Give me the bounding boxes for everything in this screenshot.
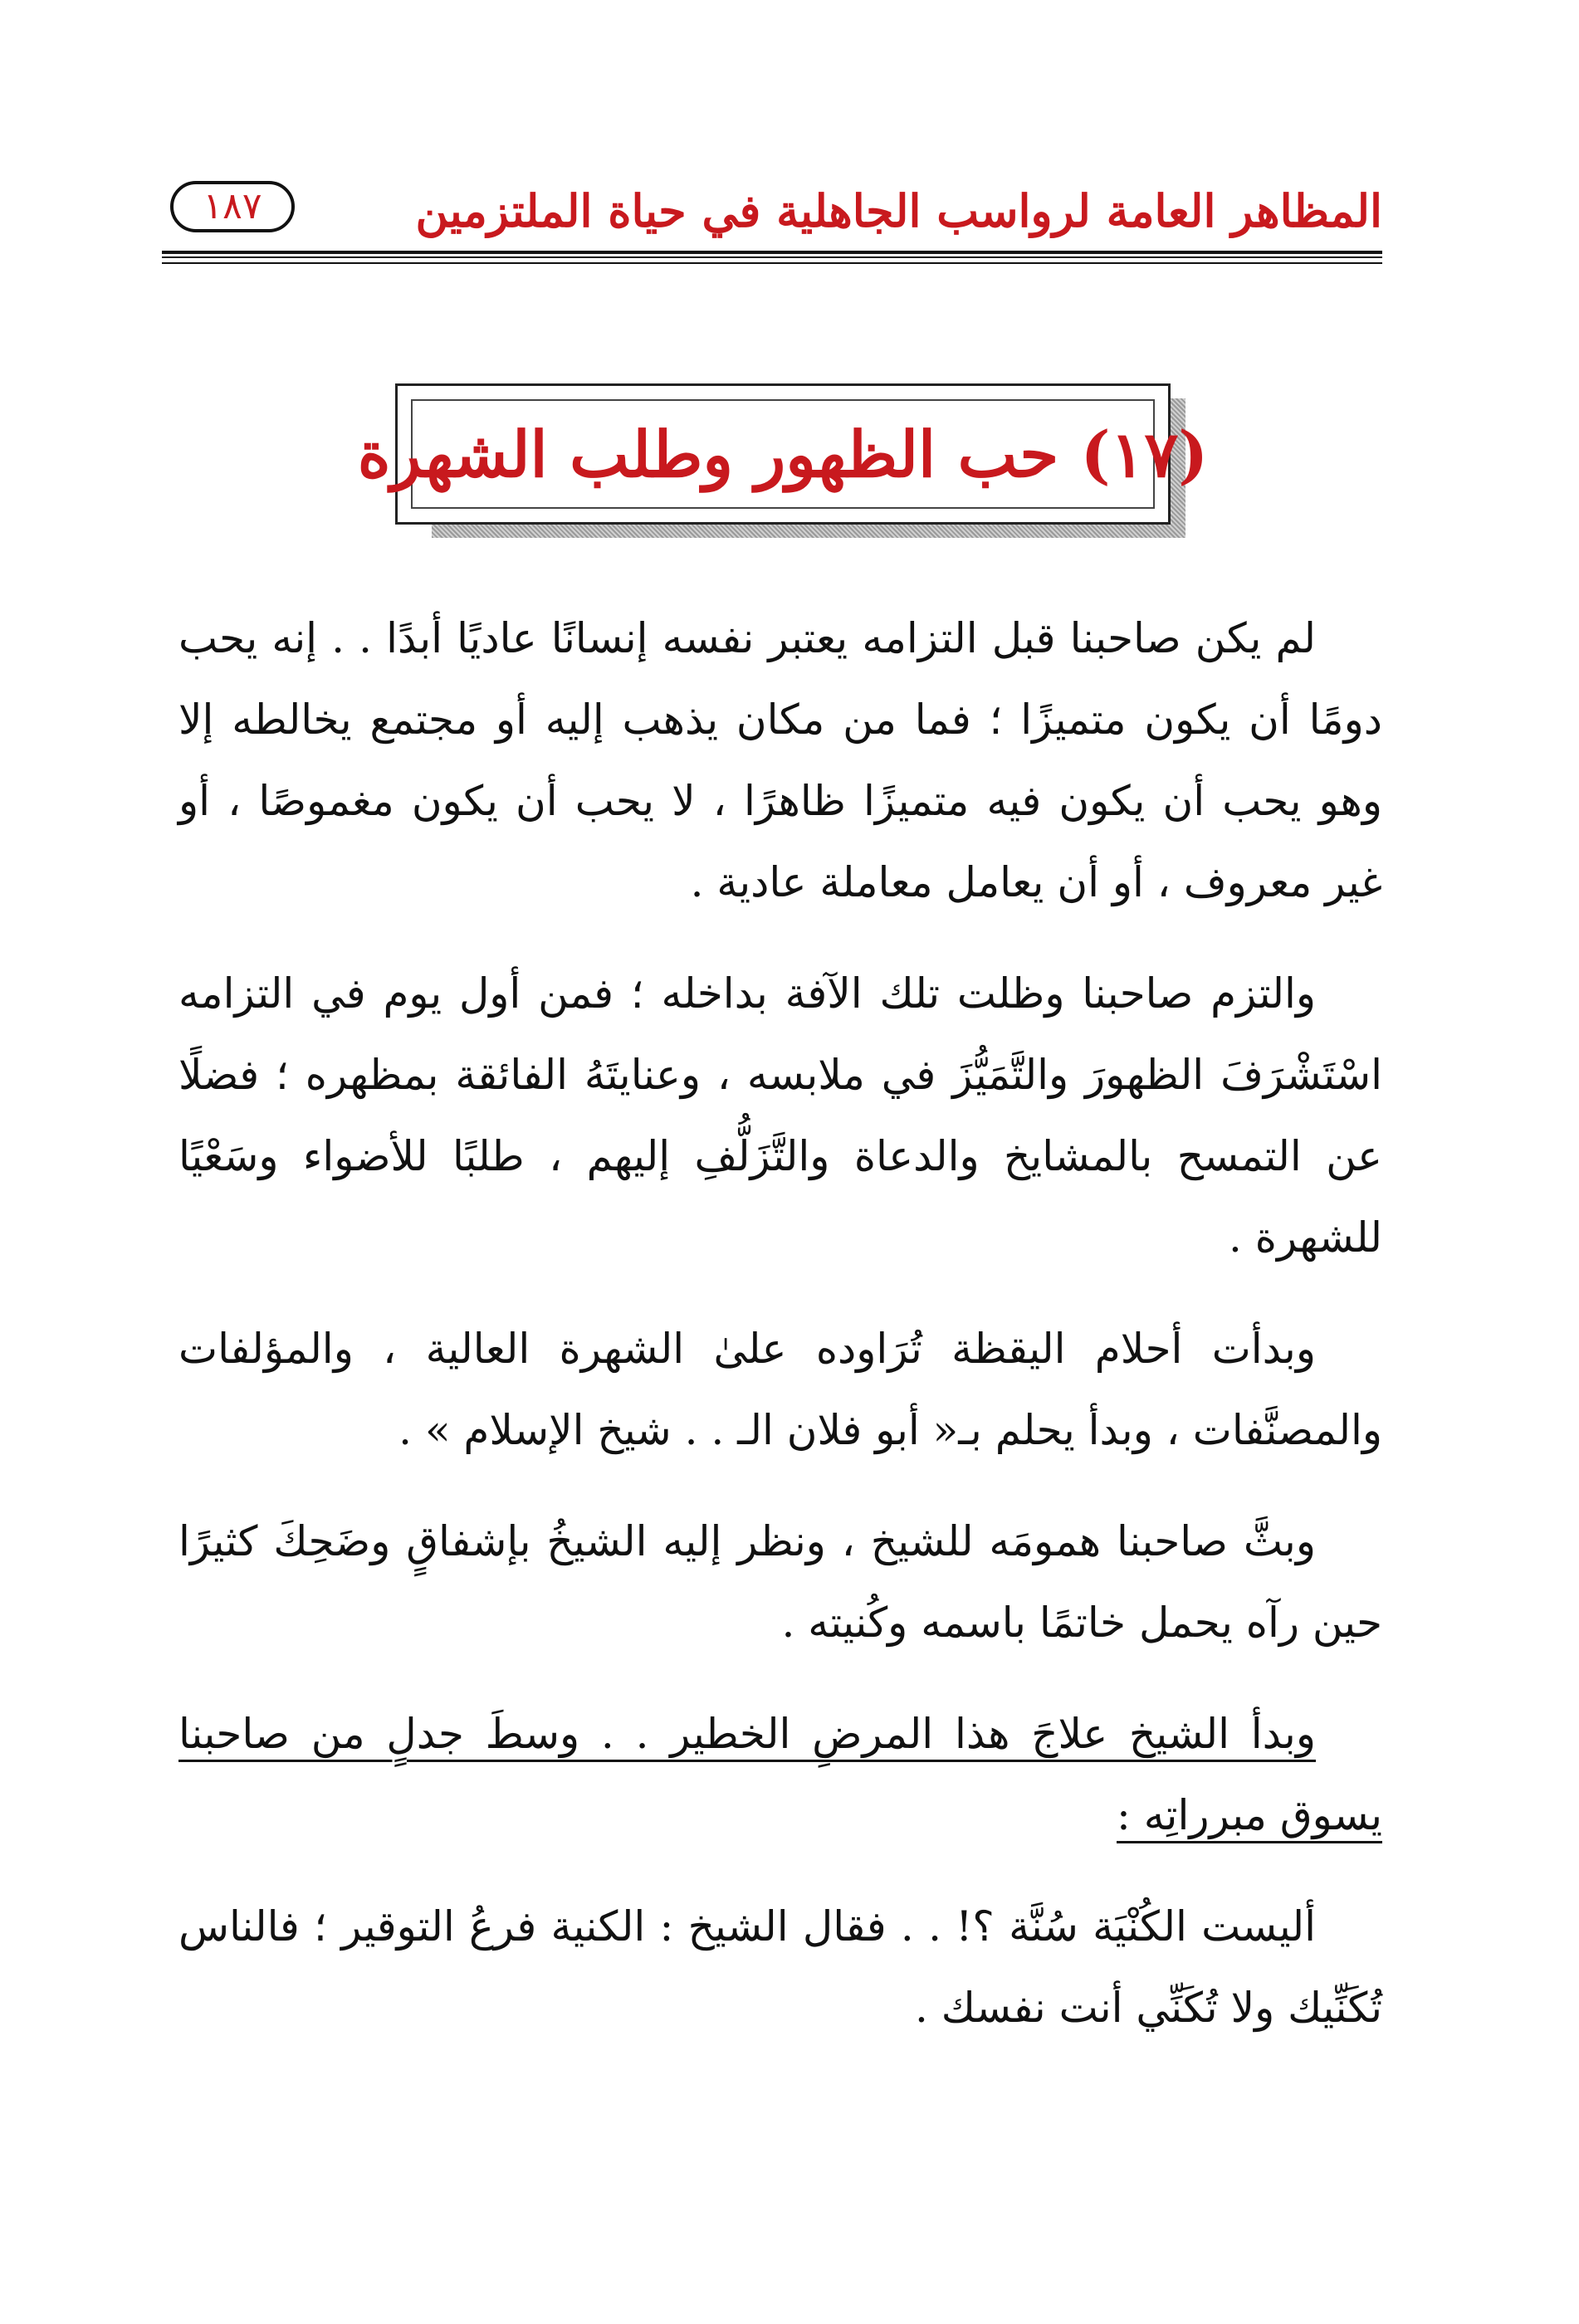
page-header	[162, 166, 1382, 257]
chapter-title-frame	[357, 399, 1209, 509]
underlined-text: وبدأ الشيخ علاجَ هذا المرضِ الخطير . . وسطَ جدلٍ من صاحبنا يسوق مبرراتِه :	[178, 1710, 1382, 1839]
page-number: ١٨٧	[170, 181, 295, 232]
chapter-title: (١٧) حب الظهور وطلب الشهرة	[357, 417, 1209, 491]
body-text	[178, 598, 1382, 2078]
header-rule-secondary	[162, 262, 1382, 264]
paragraph: لم يكن صاحبنا قبل التزامه يعتبر نفسه إنسانًا عاديًا أبدًا . . إنه يحب دومًا أن يكون متميزًا ؛ فما من مكان يذهب إليه أو مجتمع يخالطه إلا وهو يحب أن يكون فيه متميزًا ظاهرًا ، لا يحب أن يكون مغموصًا ، أو غير معروف ، أو أن يعامل معاملة عادية .	[178, 614, 1382, 906]
paragraph: والتزم صاحبنا وظلت تلك الآفة بداخله ؛ فمن أول يوم في التزامه اسْتَشْرَفَ الظهورَ والتَّمَيُّزَ في ملابسه ، وعنايتَهُ الفائقة بمظهره ؛ فضلًا عن التمسح بالمشايخ والدعاة والتَّزَلُّفِ إليهم ، طلبًا للأضواء وسَعْيًا للشهرة .	[178, 969, 1382, 1262]
paragraph: أليست الكُنْيَة سُنَّة ؟! . . فقال الشيخ : الكنية فرعُ التوقير ؛ فالناس تُكَنِّيك ولا تُكَنِّي أنت نفسك .	[178, 1902, 1382, 2032]
running-title: المظاهر العامة لرواسب الجاهلية في حياة الملتزمين	[415, 184, 1382, 237]
paragraph: وبثَّ صاحبنا همومَه للشيخ ، ونظر إليه الشيخُ بإشفاقٍ وضَحِكَ كثيرًا حين رآه يحمل خاتمًا باسمه وكُنيته .	[178, 1517, 1382, 1647]
chapter-title-box	[357, 383, 1209, 525]
paragraph: وبدأت أحلام اليقظة تُرَاوده علىٰ الشهرة العالية ، والمؤلفات والمصنَّفات ، وبدأ يحلم بـ« أبو فلان الـ . . شيخ الإسلام » .	[178, 1325, 1382, 1454]
underlined-paragraph	[178, 1693, 1382, 1856]
header-rule	[162, 251, 1382, 258]
